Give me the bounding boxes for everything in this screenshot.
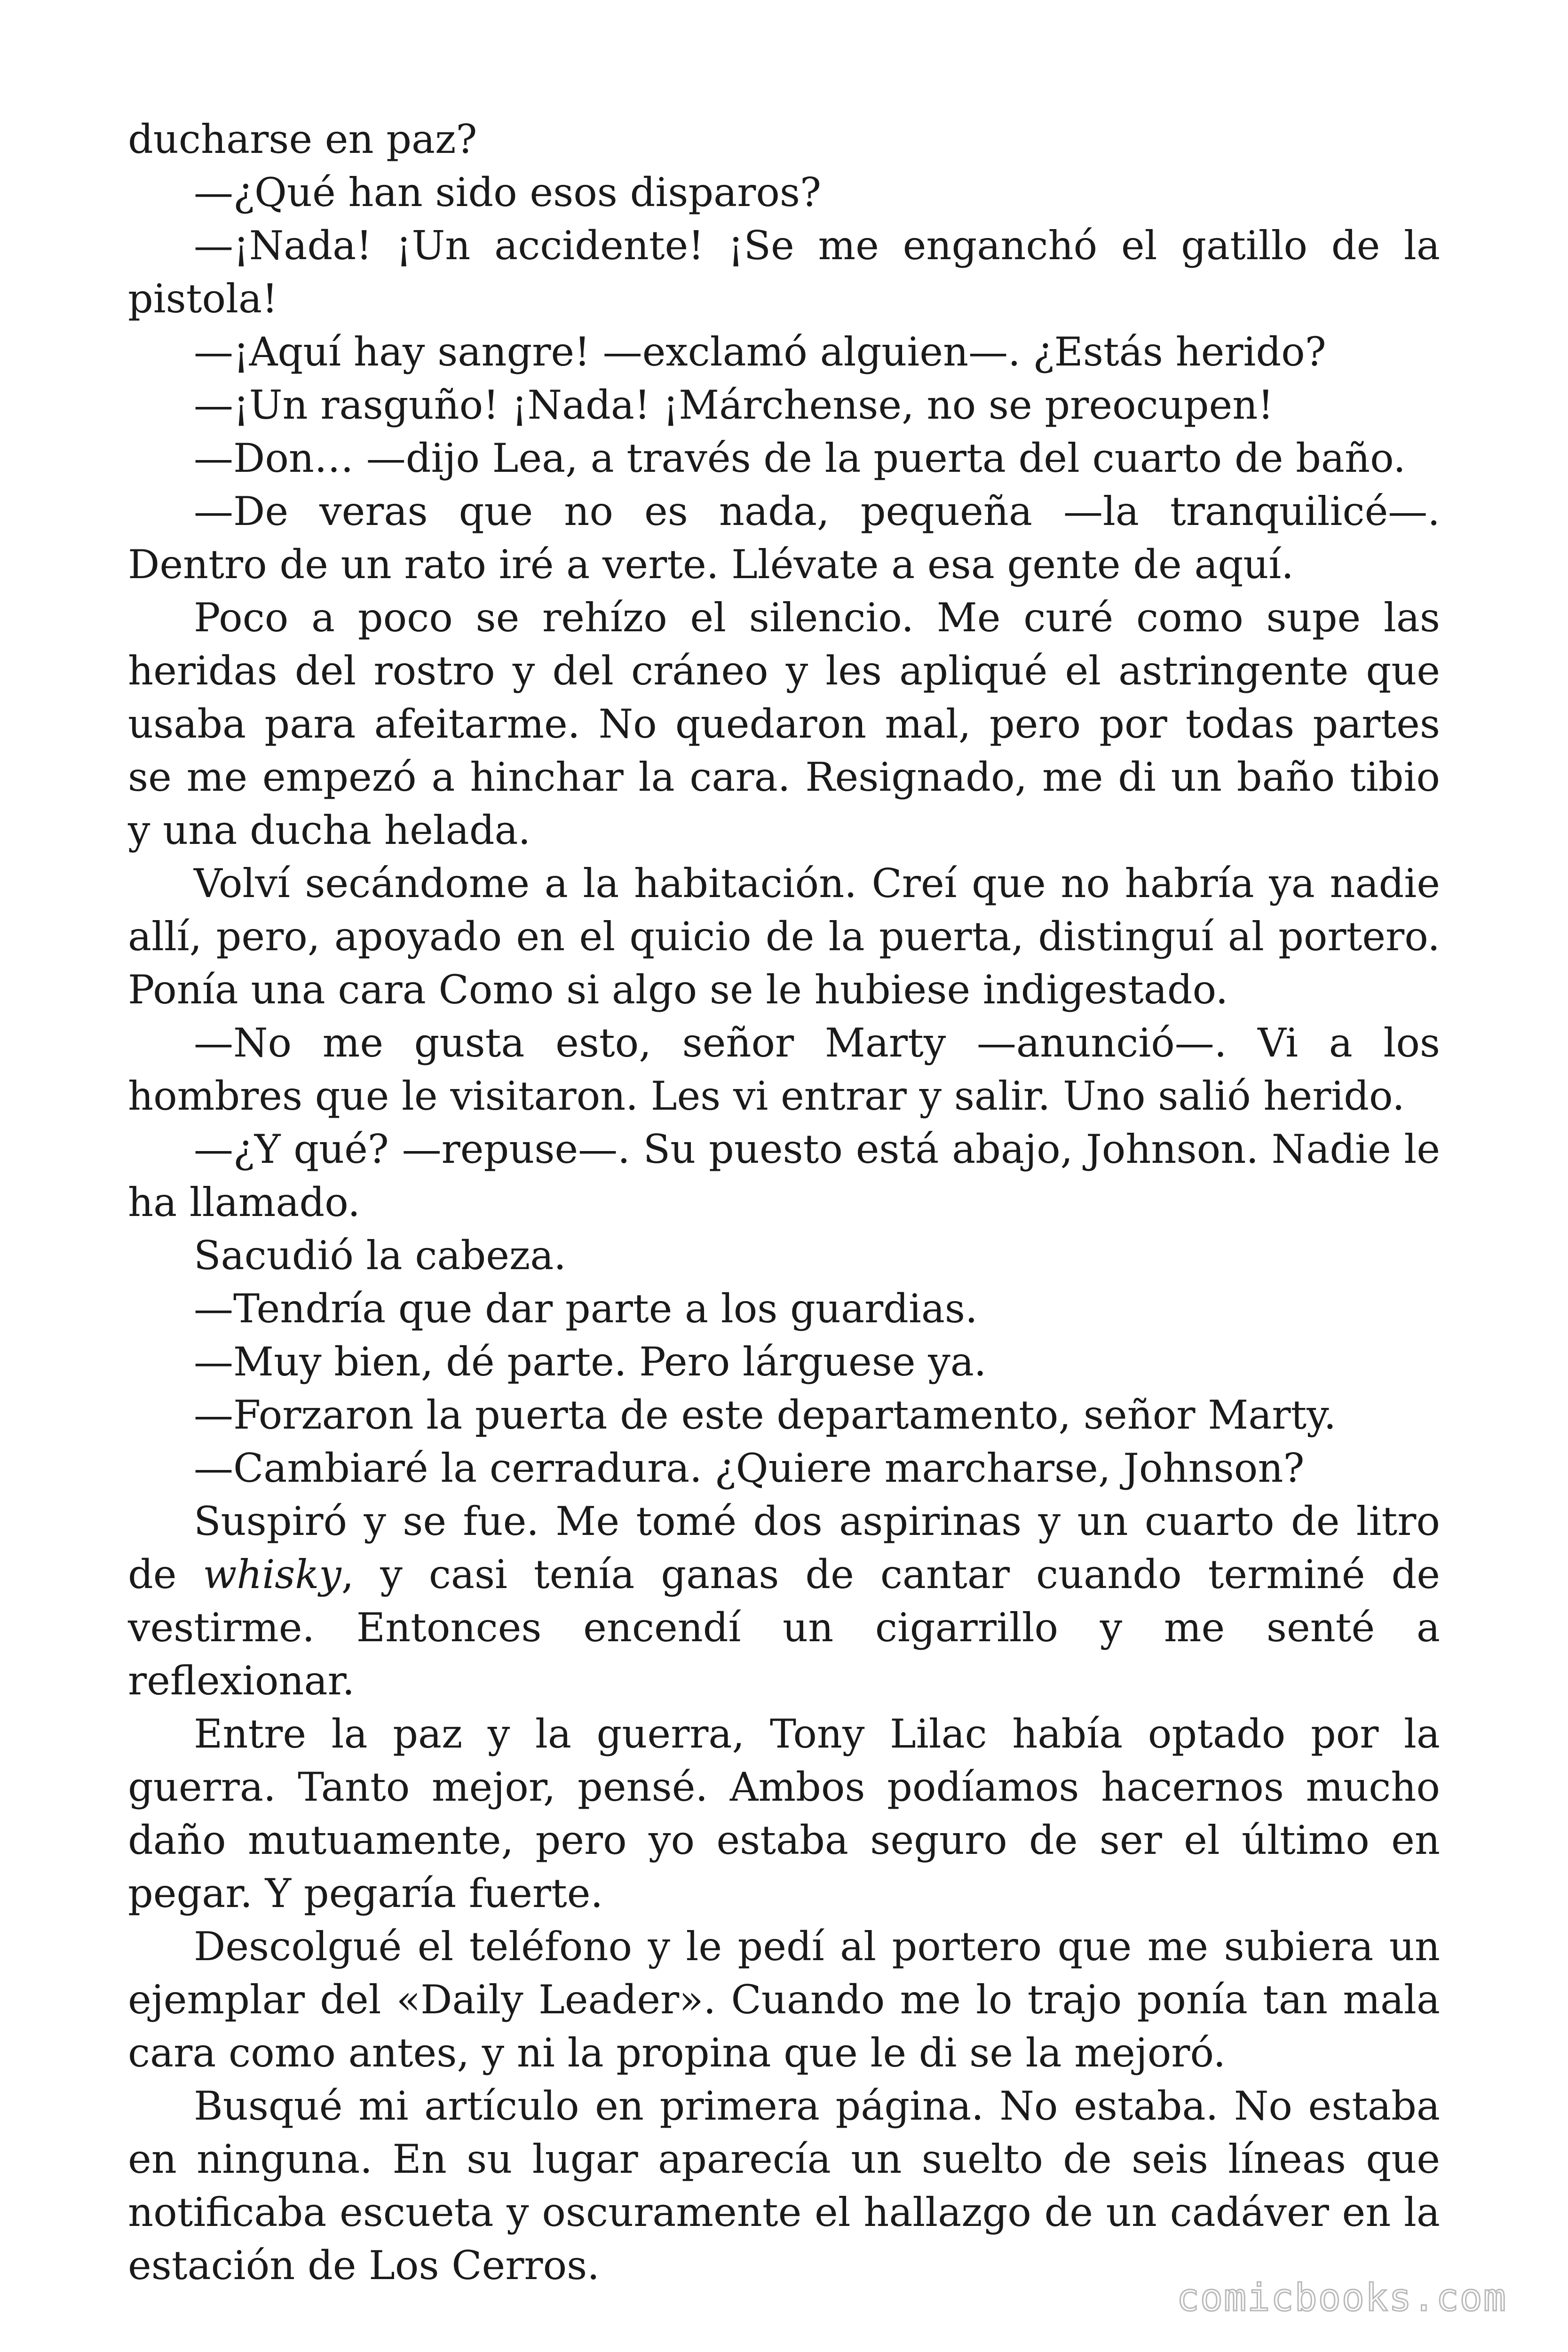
paragraph: Sacudió la cabeza.	[194, 1232, 566, 1279]
paragraph	[128, 1495, 1440, 1708]
paragraph: —No me gusta esto, señor Marty —anunció—. Vi a los hombres que le visitaron. Les vi entrar y salir. Uno salió herido.	[128, 1020, 1440, 1119]
paragraph: —Don… —dijo Lea, a través de la puerta del cuarto de baño.	[194, 435, 1406, 481]
paragraph: —De veras que no es nada, pequeña —la tranquilicé—. Dentro de un rato iré a verte. Llévate a esa gente de aquí.	[128, 488, 1440, 588]
paragraph: Entre la paz y la guerra, Tony Lilac había optado por la guerra. Tanto mejor, pensé. Ambos podíamos hacernos mucho daño mutuamente, pero yo estaba seguro de ser el último en pegar. Y pegaría fuerte.	[128, 1711, 1440, 1916]
paragraph: —¿Y qué? —repuse—. Su puesto está abajo, Johnson. Nadie le ha llamado.	[128, 1126, 1440, 1225]
paragraph: Busqué mi artículo en primera página. No estaba. No estaba en ninguna. En su lugar aparecía un suelto de seis líneas que notificaba escueta y oscuramente el hallazgo de un cadáver en la estación de Los Cerros.	[128, 2083, 1440, 2288]
paragraph: —Cambiaré la cerradura. ¿Quiere marcharse, Johnson?	[194, 1445, 1305, 1491]
paragraph: —Muy bien, dé parte. Pero lárguese ya.	[194, 1339, 987, 1385]
paragraph: —¡Aquí hay sangre! —exclamó alguien—. ¿Estás herido?	[194, 329, 1326, 375]
paragraph: ducharse en paz?	[128, 116, 477, 162]
paragraph: Poco a poco se rehízo el silencio. Me curé como supe las heridas del rostro y del cráneo y les apliqué el astringente que usaba para afeitarme. No quedaron mal, pero por todas partes se me empezó a hinchar la cara. Resignado, me di un baño tibio y una ducha helada.	[128, 595, 1440, 853]
paragraph-text: , y casi tenía ganas de cantar cuando terminé de vestirme. Entonces encendí un cigarrillo y me senté a reflexionar.	[128, 1551, 1440, 1704]
paragraph: Descolgué el teléfono y le pedí al portero que me subiera un ejemplar del «Daily Leader». Cuando me lo trajo ponía tan mala cara como antes, y ni la propina que le di se la mejoró.	[128, 1923, 1440, 2076]
paragraph: —Forzaron la puerta de este departamento, señor Marty.	[194, 1392, 1337, 1438]
page-text	[128, 113, 1440, 2292]
paragraph: —Tendría que dar parte a los guardias.	[194, 1286, 978, 1332]
paragraph: —¿Qué han sido esos disparos?	[194, 169, 822, 215]
paragraph: —¡Un rasguño! ¡Nada! ¡Márchense, no se preocupen!	[194, 382, 1274, 428]
paragraph-text: Suspiró y se fue. Me tomé dos aspirinas y un cuarto de litro de	[128, 1498, 1440, 1597]
italic-word: whisky	[203, 1551, 341, 1597]
paragraph: Volví secándome a la habitación. Creí que no habría ya nadie allí, pero, apoyado en el quicio de la puerta, distinguí al portero. Ponía una cara Como si algo se le hubiese indigestado.	[128, 860, 1440, 1013]
watermark: comicbooks.com	[1176, 2276, 1507, 2320]
paragraph: —¡Nada! ¡Un accidente! ¡Se me enganchó el gatillo de la pistola!	[128, 222, 1440, 322]
